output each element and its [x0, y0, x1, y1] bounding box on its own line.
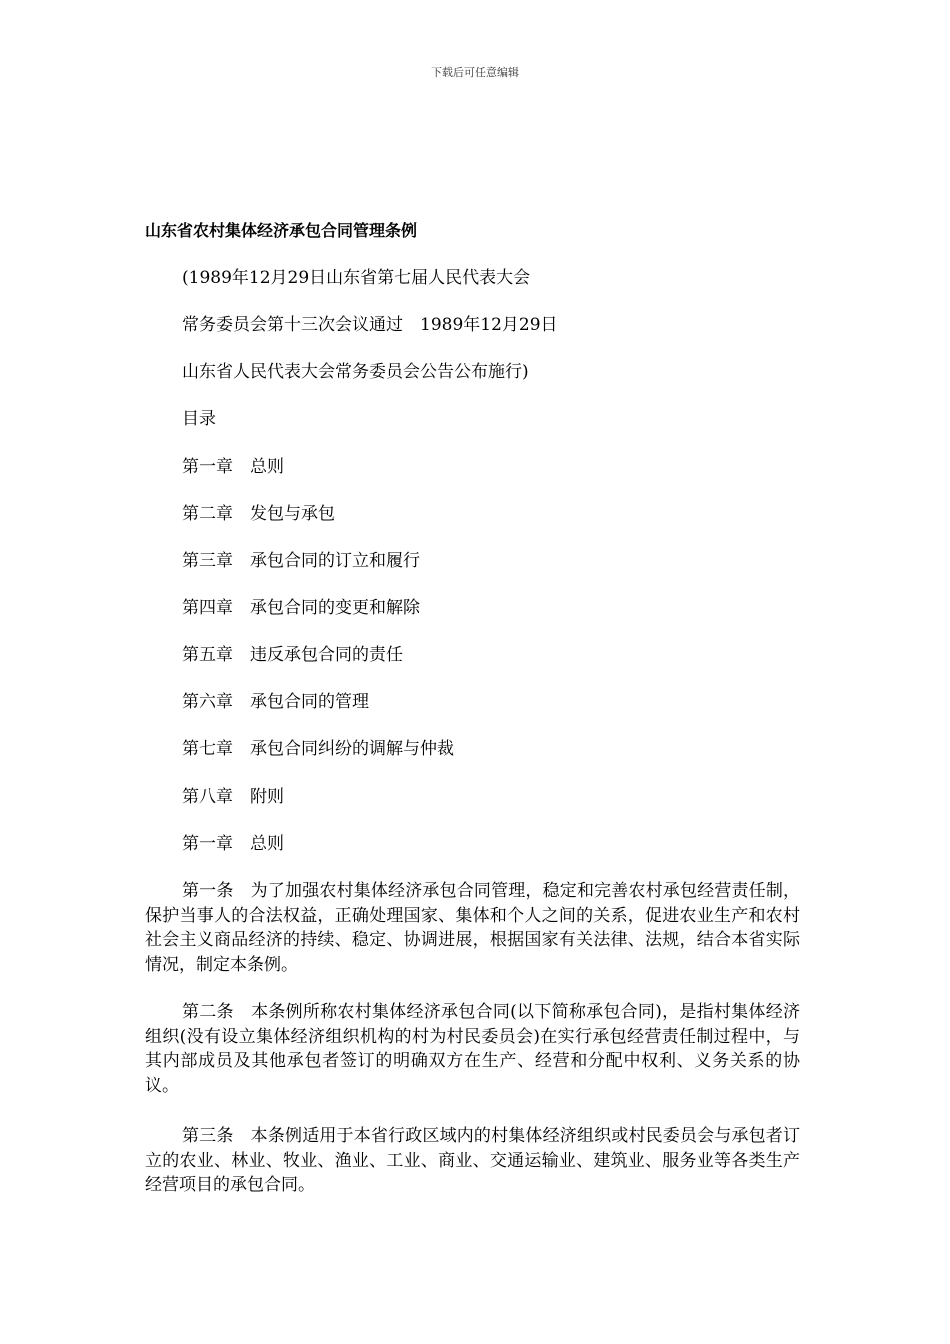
article-2: 第二条 本条例所称农村集体经济承包合同(以下简称承包合同)，是指村集体经济组织(没有设立集体经济组织机构的村为村民委员会)在实行承包经营责任制过程中，与其内部成员及其他承包者签订的明确双方在生产、经营和分配中权利、义务关系的协议。	[145, 1002, 800, 1096]
preamble-line-1: (1989年12月29日山东省第七届人民代表大会	[182, 268, 531, 288]
article-1: 第一条 为了加强农村集体经济承包合同管理，稳定和完善农村承包经营责任制，保护当事人的合法权益，正确处理国家、集体和个人之间的关系，促进农业生产和农村社会主义商品经济的持续、稳定、协调进展，根据国家有关法律、法规，结合本省实际情况，制定本条例。	[145, 881, 800, 975]
preamble-line-3: 山东省人民代表大会常务委员会公告公布施行)	[182, 362, 529, 382]
toc-item-3: 第三章 承包合同的订立和履行	[182, 551, 420, 571]
toc-item-8: 第八章 附则	[182, 787, 284, 807]
toc-item-5: 第五章 违反承包合同的责任	[182, 645, 403, 665]
toc-item-1: 第一章 总则	[182, 457, 284, 477]
toc-item-2: 第二章 发包与承包	[182, 504, 335, 524]
toc-item-4: 第四章 承包合同的变更和解除	[182, 598, 420, 618]
toc-item-6: 第六章 承包合同的管理	[182, 692, 369, 712]
preamble-line-2: 常务委员会第十三次会议通过 1989年12月29日	[182, 315, 558, 335]
chapter-heading: 第一章 总则	[182, 834, 284, 854]
article-3: 第三条 本条例适用于本省行政区域内的村集体经济组织或村民委员会与承包者订立的农业、林业、牧业、渔业、工业、商业、交通运输业、建筑业、服务业等各类生产经营项目的承包合同。	[145, 1126, 800, 1195]
document-title: 山东省农村集体经济承包合同管理条例	[145, 221, 418, 240]
toc-label: 目录	[182, 409, 216, 429]
toc-item-7: 第七章 承包合同纠纷的调解与仲裁	[182, 739, 454, 759]
header-note: 下载后可任意编辑	[431, 66, 519, 79]
